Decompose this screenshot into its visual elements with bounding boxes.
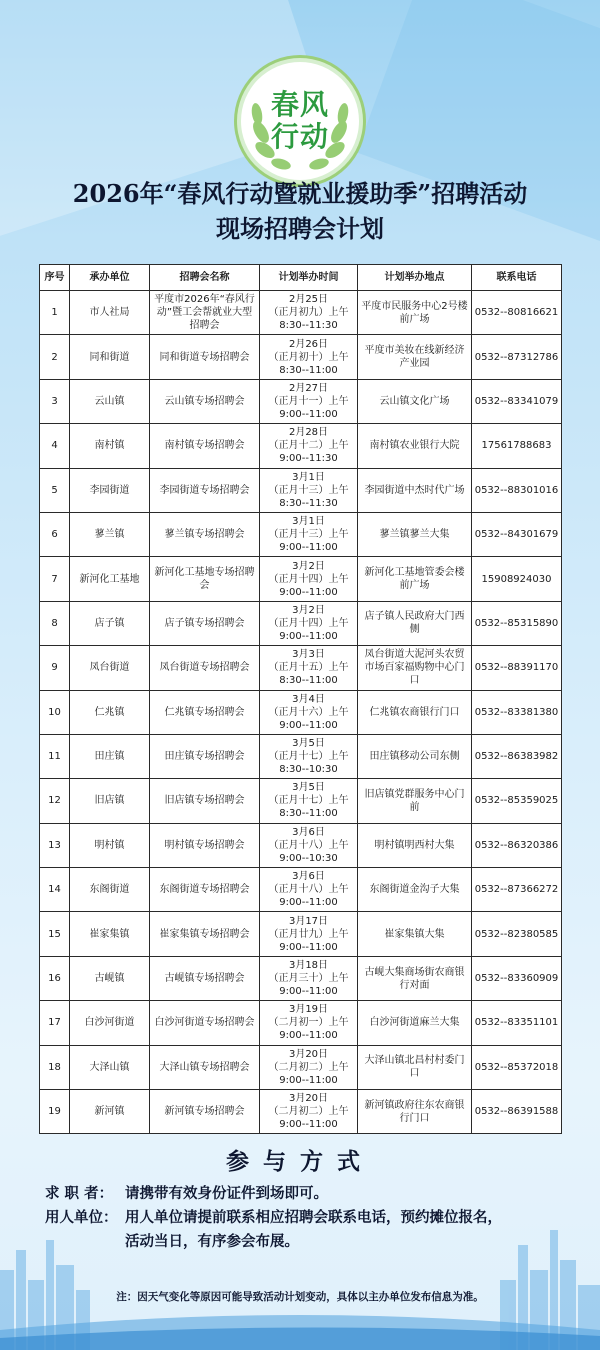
table-row (40, 868, 562, 912)
row-no: 17 (40, 1001, 70, 1045)
row-time-date: 3月5日 (292, 738, 325, 750)
row-time-time: 9:00--11:00 (279, 586, 338, 598)
row-time-lunar: （正月廿九）上午 (268, 928, 349, 940)
row-unit: 崔家集镇 (70, 912, 150, 956)
row-place: 仁兆镇农商银行门口 (358, 690, 472, 734)
row-time (260, 912, 358, 956)
row-time-time: 9:00--10:30 (279, 852, 338, 864)
row-unit: 白沙河街道 (70, 1001, 150, 1045)
table-row (40, 823, 562, 867)
row-time-time: 8:30--11:30 (279, 320, 338, 332)
row-name: 新河镇专场招聘会 (150, 1090, 260, 1134)
participation-title: 参与方式 (226, 1148, 374, 1175)
row-no: 9 (40, 646, 70, 690)
employer-text: 用人单位请提前联系相应招聘会联系电话，预约摊位报名， (125, 1210, 502, 1226)
row-time-lunar: （正月十三）上午 (268, 529, 349, 541)
row-name: 平度市2026年“春风行动”暨工会帮就业大型招聘会 (150, 291, 260, 335)
row-unit: 仁兆镇 (70, 690, 150, 734)
row-name: 东阁街道专场招聘会 (150, 868, 260, 912)
row-no: 2 (40, 335, 70, 379)
row-name: 新河化工基地专场招聘会 (150, 557, 260, 601)
row-no: 14 (40, 868, 70, 912)
row-no: 4 (40, 424, 70, 468)
row-name: 古岘镇专场招聘会 (150, 956, 260, 1000)
row-time-time: 9:00--11:00 (279, 986, 338, 998)
row-time (260, 690, 358, 734)
row-time-date: 3月1日 (292, 516, 325, 528)
row-unit: 东阁街道 (70, 868, 150, 912)
table-row (40, 690, 562, 734)
row-no: 8 (40, 601, 70, 645)
row-place: 新河镇政府往东农商银行门口 (358, 1090, 472, 1134)
row-time (260, 646, 358, 690)
row-phone: 0532--83341079 (472, 379, 562, 423)
row-time-date: 3月18日 (288, 960, 329, 972)
row-no: 6 (40, 512, 70, 556)
row-no: 7 (40, 557, 70, 601)
row-time-date: 3月4日 (292, 693, 325, 705)
job-fair-schedule-table (39, 264, 562, 1134)
row-no: 5 (40, 468, 70, 512)
row-time-time: 8:30--11:30 (279, 497, 338, 509)
row-time-date: 3月1日 (292, 471, 325, 483)
row-phone: 0532--88391170 (472, 646, 562, 690)
row-no: 16 (40, 956, 70, 1000)
row-phone: 0532--85372018 (472, 1045, 562, 1089)
row-time-lunar: （正月十四）上午 (268, 617, 349, 629)
table-row (40, 646, 562, 690)
row-unit: 明村镇 (70, 823, 150, 867)
row-time-lunar: （正月初九）上午 (268, 307, 349, 319)
row-phone: 0532--82380585 (472, 912, 562, 956)
row-time-lunar: （正月十一）上午 (268, 395, 349, 407)
row-name: 仁兆镇专场招聘会 (150, 690, 260, 734)
row-time-lunar: （正月十七）上午 (268, 751, 349, 763)
row-no: 10 (40, 690, 70, 734)
table-row (40, 379, 562, 423)
table-row (40, 424, 562, 468)
row-phone: 0532--86383982 (472, 734, 562, 778)
table-row (40, 779, 562, 823)
row-time-time: 9:00--11:00 (279, 1074, 338, 1086)
table-row (40, 557, 562, 601)
row-phone: 0532--83351101 (472, 1001, 562, 1045)
row-no: 19 (40, 1090, 70, 1134)
row-place: 凤台街道大泥河头农贸市场百家福购物中心门口 (358, 646, 472, 690)
row-no: 3 (40, 379, 70, 423)
table-row (40, 291, 562, 335)
row-unit: 旧店镇 (70, 779, 150, 823)
row-time-date: 2月25日 (288, 294, 329, 306)
row-unit: 古岘镇 (70, 956, 150, 1000)
row-time (260, 956, 358, 1000)
row-time-lunar: （正月初十）上午 (268, 351, 349, 363)
row-place: 旧店镇党群服务中心门前 (358, 779, 472, 823)
row-phone: 0532--85359025 (472, 779, 562, 823)
page-title: 2026年“春风行动暨就业援助季”招聘活动 (72, 179, 528, 208)
row-unit: 田庄镇 (70, 734, 150, 778)
row-time (260, 734, 358, 778)
row-time (260, 1090, 358, 1134)
jobseeker-instruction (45, 1182, 575, 1206)
row-no: 12 (40, 779, 70, 823)
row-time-date: 2月28日 (288, 427, 329, 439)
row-time-lunar: （二月初二）上午 (268, 1061, 349, 1073)
row-time-time: 8:30--10:30 (279, 764, 338, 776)
row-no: 15 (40, 912, 70, 956)
employer-text-continued: 活动当日，有序参会布展。 (125, 1234, 299, 1250)
row-place: 古岘大集商场街农商银行对面 (358, 956, 472, 1000)
row-place: 白沙河街道麻兰大集 (358, 1001, 472, 1045)
row-phone: 17561788683 (472, 424, 562, 468)
row-place: 李园街道中杰时代广场 (358, 468, 472, 512)
row-name: 田庄镇专场招聘会 (150, 734, 260, 778)
row-unit: 大泽山镇 (70, 1045, 150, 1089)
row-time-lunar: （正月十七）上午 (268, 795, 349, 807)
header-time: 计划举办时间 (260, 265, 358, 291)
table-row (40, 1001, 562, 1045)
disclaimer-note: 注：因天气变化等原因可能导致活动计划变动，具体以主办单位发布信息为准。 (116, 1291, 484, 1303)
page-subtitle: 现场招聘会计划 (216, 214, 384, 243)
table-row (40, 601, 562, 645)
row-time (260, 601, 358, 645)
jobseeker-text: 请携带有效身份证件到场即可。 (125, 1186, 328, 1202)
header-unit: 承办单位 (70, 265, 150, 291)
row-time-time: 9:00--11:00 (279, 897, 338, 909)
row-name: 凤台街道专场招聘会 (150, 646, 260, 690)
row-time-lunar: （二月初一）上午 (268, 1017, 349, 1029)
row-place: 平度市民服务中心2号楼前广场 (358, 291, 472, 335)
row-phone: 0532--88301016 (472, 468, 562, 512)
row-time-date: 3月6日 (292, 871, 325, 883)
row-name: 云山镇专场招聘会 (150, 379, 260, 423)
city-skyline-illustration (0, 1210, 600, 1350)
row-place: 南村镇农业银行大院 (358, 424, 472, 468)
header-place: 计划举办地点 (358, 265, 472, 291)
row-unit: 市人社局 (70, 291, 150, 335)
table-row (40, 912, 562, 956)
row-name: 旧店镇专场招聘会 (150, 779, 260, 823)
row-time-time: 9:00--11:00 (279, 1030, 338, 1042)
row-no: 1 (40, 291, 70, 335)
row-time-lunar: （正月三十）上午 (268, 973, 349, 985)
row-time-lunar: （正月十五）上午 (268, 662, 349, 674)
header-name: 招聘会名称 (150, 265, 260, 291)
row-time-time: 9:00--11:00 (279, 1119, 338, 1131)
row-phone: 0532--83381380 (472, 690, 562, 734)
row-no: 11 (40, 734, 70, 778)
row-time-time: 9:00--11:30 (279, 453, 338, 465)
row-place: 店子镇人民政府大门西侧 (358, 601, 472, 645)
row-time (260, 468, 358, 512)
table-row (40, 734, 562, 778)
row-place: 东阁街道金沟子大集 (358, 868, 472, 912)
row-time-lunar: （正月十六）上午 (268, 706, 349, 718)
row-phone: 0532--87312786 (472, 335, 562, 379)
row-place: 明村镇明西村大集 (358, 823, 472, 867)
row-time (260, 379, 358, 423)
row-time (260, 557, 358, 601)
row-place: 崔家集镇大集 (358, 912, 472, 956)
row-time-date: 2月26日 (288, 338, 329, 350)
row-time (260, 779, 358, 823)
row-time-date: 3月20日 (288, 1048, 329, 1060)
row-time (260, 291, 358, 335)
row-place: 云山镇文化广场 (358, 379, 472, 423)
table-row (40, 956, 562, 1000)
row-time-time: 9:00--11:00 (279, 630, 338, 642)
row-time-lunar: （正月十八）上午 (268, 839, 349, 851)
row-time (260, 335, 358, 379)
row-time-time: 9:00--11:00 (279, 719, 338, 731)
table-row (40, 1090, 562, 1134)
row-unit: 凤台街道 (70, 646, 150, 690)
row-time-date: 3月5日 (292, 782, 325, 794)
row-time-time: 9:00--11:00 (279, 941, 338, 953)
row-time-lunar: （正月十三）上午 (268, 484, 349, 496)
row-unit: 店子镇 (70, 601, 150, 645)
row-place: 平度市美妆在线新经济产业园 (358, 335, 472, 379)
row-time-lunar: （正月十八）上午 (268, 884, 349, 896)
row-unit: 新河镇 (70, 1090, 150, 1134)
table-row (40, 1045, 562, 1089)
row-time (260, 1001, 358, 1045)
row-phone: 0532--87366272 (472, 868, 562, 912)
row-place: 蓼兰镇蓼兰大集 (358, 512, 472, 556)
row-place: 田庄镇移动公司东侧 (358, 734, 472, 778)
row-time-lunar: （正月十四）上午 (268, 573, 349, 585)
row-name: 明村镇专场招聘会 (150, 823, 260, 867)
row-time-time: 9:00--11:00 (279, 542, 338, 554)
logo-text-line1: 春风 (270, 88, 329, 121)
row-time (260, 823, 358, 867)
row-time (260, 868, 358, 912)
row-phone: 0532--80816621 (472, 291, 562, 335)
row-time-time: 8:30--11:00 (279, 364, 338, 376)
header-no: 序号 (40, 265, 70, 291)
row-phone: 0532--84301679 (472, 512, 562, 556)
row-unit: 李园街道 (70, 468, 150, 512)
row-unit: 南村镇 (70, 424, 150, 468)
row-time-date: 2月27日 (288, 382, 329, 394)
row-no: 13 (40, 823, 70, 867)
row-time-lunar: （二月初二）上午 (268, 1106, 349, 1118)
header-phone: 联系电话 (472, 265, 562, 291)
table-row (40, 468, 562, 512)
table-row (40, 335, 562, 379)
row-phone: 15908924030 (472, 557, 562, 601)
row-name: 大泽山镇专场招聘会 (150, 1045, 260, 1089)
row-place: 新河化工基地管委会楼前广场 (358, 557, 472, 601)
row-name: 白沙河街道专场招聘会 (150, 1001, 260, 1045)
row-name: 同和街道专场招聘会 (150, 335, 260, 379)
employer-label: 用人单位： (45, 1210, 118, 1226)
row-name: 崔家集镇专场招聘会 (150, 912, 260, 956)
row-phone: 0532--86320386 (472, 823, 562, 867)
row-time-time: 8:30--11:00 (279, 675, 338, 687)
table-header-row (40, 265, 562, 291)
row-no: 18 (40, 1045, 70, 1089)
row-unit: 新河化工基地 (70, 557, 150, 601)
row-time-date: 3月6日 (292, 826, 325, 838)
row-time-date: 3月3日 (292, 649, 325, 661)
row-time-date: 3月2日 (292, 604, 325, 616)
row-name: 店子镇专场招聘会 (150, 601, 260, 645)
row-name: 李园街道专场招聘会 (150, 468, 260, 512)
row-unit: 云山镇 (70, 379, 150, 423)
row-time-date: 3月17日 (288, 915, 329, 927)
row-name: 南村镇专场招聘会 (150, 424, 260, 468)
row-unit: 蓼兰镇 (70, 512, 150, 556)
row-time (260, 1045, 358, 1089)
row-time-time: 8:30--11:00 (279, 808, 338, 820)
row-phone: 0532--83360909 (472, 956, 562, 1000)
jobseeker-label: 求 职 者： (45, 1186, 114, 1202)
row-time-date: 3月19日 (288, 1004, 329, 1016)
row-phone: 0532--86391588 (472, 1090, 562, 1134)
logo-text-line2: 行动 (270, 120, 329, 153)
row-time (260, 424, 358, 468)
row-time-time: 9:00--11:00 (279, 408, 338, 420)
row-phone: 0532--85315890 (472, 601, 562, 645)
row-time-date: 3月2日 (292, 560, 325, 572)
row-name: 蓼兰镇专场招聘会 (150, 512, 260, 556)
row-unit: 同和街道 (70, 335, 150, 379)
table-row (40, 512, 562, 556)
row-place: 大泽山镇北昌村村委门口 (358, 1045, 472, 1089)
spring-action-logo (241, 62, 359, 180)
row-time-date: 3月20日 (288, 1093, 329, 1105)
row-time-lunar: （正月十二）上午 (268, 440, 349, 452)
row-time (260, 512, 358, 556)
